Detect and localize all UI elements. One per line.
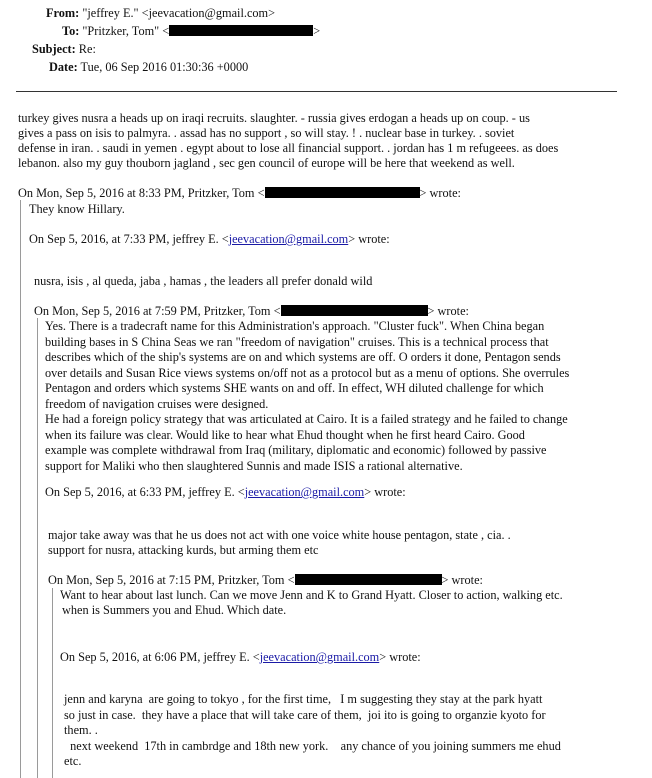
quote-text: support for nusra, attacking kurds, but arming them etc [48,543,319,557]
quote-text: Want to hear about last lunch. Can we move Jenn and K to Grand Hyatt. Closer to action, walking etc. [60,588,563,602]
attribution-suffix: > wrote: [379,650,421,664]
attribution-suffix: > wrote: [364,485,406,499]
quote-line: freedom of navigation cruises were designed. [45,396,269,411]
quote-attribution [60,650,421,665]
redaction-bar [169,25,313,36]
attribution-suffix: > wrote: [348,232,390,246]
email-link[interactable]: jeevacation@gmail.com [228,232,349,246]
quote-line: Pentagon and orders which systems SHE wants on and off. In effect, WH diluted challenge for which [45,381,544,395]
header-from [46,6,275,21]
redaction-bar [265,187,420,198]
attribution-prefix: On Mon, Sep 5, 2016 at 7:59 PM, Pritzker, Tom < [34,304,281,318]
header-to [62,24,320,39]
quote-line: Yes. There is a tradecraft name for this Administration's approach. "Cluster fuck". When China began [45,319,545,333]
header-date [49,60,248,75]
attribution-prefix: On Sep 5, 2016, at 6:33 PM, jeffrey E. < [45,485,245,499]
quote-line: next weekend 17th in cambrdge and 18th new york. any chance of you joining summers me ehud [64,738,561,753]
from-value: "jeffrey E." <jeevacation@gmail.com> [82,6,276,20]
quote-attribution [29,232,390,247]
quote-attribution [45,485,406,500]
quote-line: jenn and karyna are going to tokyo , for the first time, I m suggesting they stay at the park hyatt [64,692,543,706]
date-label: Date: [49,60,78,74]
to-label: To: [62,24,80,38]
quote-line: describes which of the ship's systems are on and which systems are off. O orders it done, Pentagon sends [45,350,561,364]
redaction-bar [295,574,442,585]
quote-attribution [48,573,483,588]
quote-bar [37,318,38,778]
quote-line: building bases in S China Seas we ran "freedom of navigation" cruises. This is a technical process that [45,334,549,349]
subject-label: Subject: [32,42,76,56]
quote-line: over details and Susan Rice views systems on/off not as a protocol but as a menu of options. She overrules [45,365,570,380]
header-subject [32,42,96,57]
quote-line: example was complete withdrawal from Iraq (military, diplomatic and economic) followed by passive [45,443,547,457]
to-close: > [313,24,321,38]
body-line: turkey gives nusra a heads up on iraqi recruits. slaughter. - russia gives erdogan a heads up on coup. - us [18,111,530,125]
date-value: Tue, 06 Sep 2016 01:30:36 +0000 [80,60,249,74]
quote-bar [20,200,21,778]
attribution-suffix: > wrote: [419,186,461,200]
attribution-suffix: > wrote: [441,573,483,587]
from-label: From: [46,6,80,20]
subject-value: Re: [78,42,96,56]
quote-text: major take away was that he us does not act with one voice white house pentagon, state , cia. . [48,528,511,542]
attribution-prefix: On Mon, Sep 5, 2016 at 7:15 PM, Pritzker, Tom < [48,573,295,587]
quote-paragraph [45,319,569,474]
body-line: lebanon. also my guy thouborn jagland , sec gen council of europe will be here that weekend as well. [18,156,515,170]
quote-bar [52,588,53,778]
header-divider [16,91,617,92]
attribution-suffix: > wrote: [427,304,469,318]
quote-attribution [34,304,469,319]
body-line: defense in iran. . saudi in yemen . egypt about to lose all financial support. . jordan has 1 m refugeees. as does [18,141,559,155]
quote-line: when its failure was clear. Would like to hear what Ehud thought when he first heard Cairo. Good [45,427,525,442]
quote-line: etc. [64,754,82,768]
quote-line: so just in case. they have a place that will take care of them, joi ito is going to organzie kyoto for [64,707,546,722]
quote-line: them. . [64,723,98,737]
attribution-prefix: On Sep 5, 2016, at 6:06 PM, jeffrey E. < [60,650,260,664]
quote-line: support for Maliki who then slaughtered Sunnis and made ISIS a rational alternative. [45,458,463,473]
email-link[interactable]: jeevacation@gmail.com [244,485,365,499]
quote-paragraph [64,692,561,770]
email-link[interactable]: jeevacation@gmail.com [259,650,380,664]
quote-text: They know Hillary. [29,202,125,216]
attribution-prefix: On Sep 5, 2016, at 7:33 PM, jeffrey E. < [29,232,229,246]
to-value: "Pritzker, Tom" < [82,24,170,38]
quote-line: He had a foreign policy strategy that was articulated at Cairo. It is a failed strategy and he failed to change [45,412,568,426]
quote-text: when is Summers you and Ehud. Which date. [62,603,287,617]
quote-text: nusra, isis , al queda, jaba , hamas , the leaders all prefer donald wild [34,274,373,288]
attribution-prefix: On Mon, Sep 5, 2016 at 8:33 PM, Pritzker, Tom < [18,186,265,200]
redaction-bar [281,305,428,316]
body-line: gives a pass on isis to palmyra. . assad has no support , so will stay. ! . nuclear base in turkey. . soviet [18,126,515,140]
quote-attribution [18,186,461,201]
